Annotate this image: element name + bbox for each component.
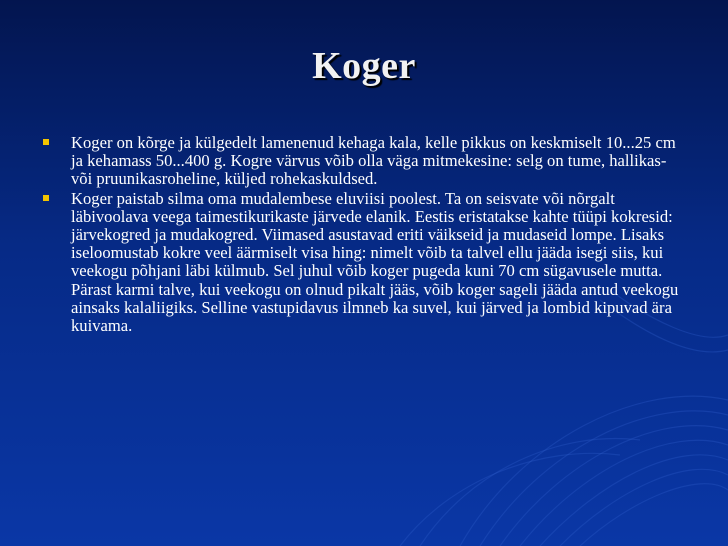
bullet-list xyxy=(40,134,690,336)
bullet-text: Koger paistab silma oma mudalembese eluviisi poolest. Ta on seisvate või nõrgalt läbivoolava veega taimestikurikaste järvede elanik. Eestis eristatakse kahte tüüpi kokresid: järvekogred ja mudakogred. Viimased asustavad eriti väikseid ja mudaseid lompe. Lisaks iseloomustab kokre veel äärmiselt visa hing: nimelt võib ta talvel ellu jääda isegi siis, kui veekogu põhjani läbi külmub. Sel juhul võib koger pugeda kuni 70 cm sügavusele mutta. Pärast karmi talve, kui veekogu on olnud pikalt jääs, võib koger sageli jääda antud veekogu ainsaks kalaliigiks. Selline vastupidavus ilmneb ka suvel, kui järved ja lombid kipuvad ära kuivama. xyxy=(71,188,679,336)
bullet-text: Koger on kõrge ja külgedelt lamenenud kehaga kala, kelle pikkus on keskmiselt 10...25 cm ja kehamass 50...400 g. Kogre värvus võib olla väga mitmekesine: selg on tume, hallikas- või pruunikasroheline, küljed rohekaskuldsed. xyxy=(71,133,676,189)
slide-title: Koger xyxy=(312,45,416,87)
bullet-item xyxy=(40,134,690,189)
square-bullet-icon xyxy=(43,139,49,145)
square-bullet-icon xyxy=(43,195,49,201)
bullet-item xyxy=(40,190,690,336)
